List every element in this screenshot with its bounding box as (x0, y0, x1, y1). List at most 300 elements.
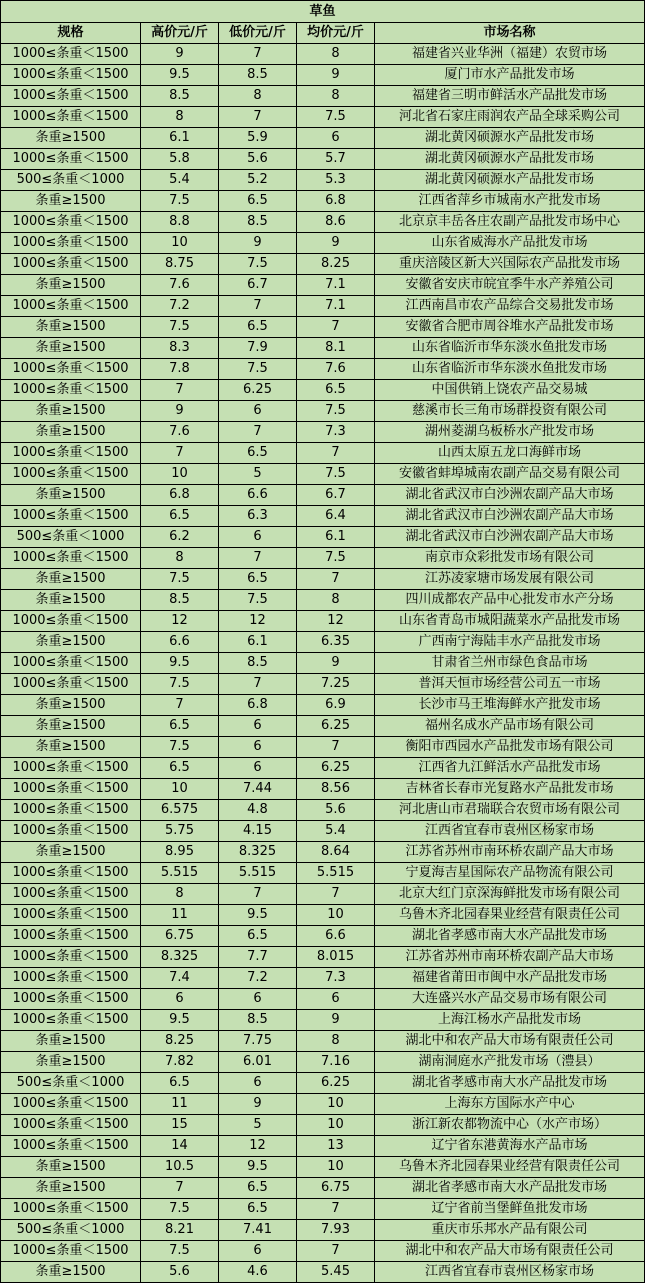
table-row (1, 1199, 645, 1220)
cell-high-price: 8 (141, 548, 219, 569)
cell-market: 湖南洞庭水产批发市场（澧县） (375, 1052, 645, 1073)
cell-spec: 1000≤条重＜1500 (1, 380, 141, 401)
table-row (1, 1241, 645, 1262)
cell-market: 浙江新农都物流中心（水产市场） (375, 1115, 645, 1136)
cell-low-price: 7.44 (219, 779, 297, 800)
cell-spec: 1000≤条重＜1500 (1, 611, 141, 632)
cell-market: 甘肃省兰州市绿色食品市场 (375, 653, 645, 674)
cell-spec: 1000≤条重＜1500 (1, 926, 141, 947)
cell-market: 湖北中和农产品大市场有限责任公司 (375, 1241, 645, 1262)
cell-avg-price: 7.25 (297, 674, 375, 695)
cell-high-price: 6.8 (141, 485, 219, 506)
cell-low-price: 8.5 (219, 1010, 297, 1031)
cell-avg-price: 5.7 (297, 149, 375, 170)
cell-market: 河北省石家庄雨润农产品全球采购公司 (375, 107, 645, 128)
cell-avg-price: 6.1 (297, 527, 375, 548)
cell-avg-price: 5.4 (297, 821, 375, 842)
cell-avg-price: 13 (297, 1136, 375, 1157)
cell-avg-price: 7 (297, 884, 375, 905)
cell-market: 江苏省苏州市南环桥农副产品大市场 (375, 842, 645, 863)
cell-avg-price: 7.5 (297, 401, 375, 422)
cell-market: 福建省兴业华洲（福建）农贸市场 (375, 44, 645, 65)
cell-market: 河北唐山市君瑞联合农贸市场有限公司 (375, 800, 645, 821)
table-row (1, 905, 645, 926)
cell-spec: 500≤条重＜1000 (1, 1073, 141, 1094)
cell-low-price: 6 (219, 737, 297, 758)
cell-market: 江西省宜春市袁州区杨家市场 (375, 1262, 645, 1283)
cell-low-price: 5 (219, 464, 297, 485)
cell-high-price: 8.325 (141, 947, 219, 968)
cell-low-price: 7.9 (219, 338, 297, 359)
table-row (1, 800, 645, 821)
cell-spec: 500≤条重＜1000 (1, 1220, 141, 1241)
table-row (1, 947, 645, 968)
cell-high-price: 6.1 (141, 128, 219, 149)
cell-low-price: 6 (219, 989, 297, 1010)
cell-high-price: 9.5 (141, 65, 219, 86)
cell-spec: 条重≥1500 (1, 737, 141, 758)
cell-spec: 1000≤条重＜1500 (1, 989, 141, 1010)
cell-market: 慈溪市长三角市场群投资有限公司 (375, 401, 645, 422)
cell-market: 辽宁省东港黄海水产品市场 (375, 1136, 645, 1157)
cell-avg-price: 6.25 (297, 1073, 375, 1094)
cell-market: 江苏凌家塘市场发展有限公司 (375, 569, 645, 590)
table-body (1, 44, 645, 1283)
cell-market: 山西太原五龙口海鲜市场 (375, 443, 645, 464)
table-row (1, 380, 645, 401)
table-row (1, 359, 645, 380)
cell-high-price: 9.5 (141, 1010, 219, 1031)
cell-high-price: 7 (141, 695, 219, 716)
cell-low-price: 6.25 (219, 380, 297, 401)
cell-avg-price: 7.3 (297, 422, 375, 443)
table-row (1, 653, 645, 674)
cell-spec: 1000≤条重＜1500 (1, 674, 141, 695)
cell-spec: 条重≥1500 (1, 716, 141, 737)
cell-spec: 1000≤条重＜1500 (1, 86, 141, 107)
cell-avg-price: 9 (297, 65, 375, 86)
cell-high-price: 10.5 (141, 1157, 219, 1178)
cell-high-price: 10 (141, 779, 219, 800)
cell-low-price: 5.6 (219, 149, 297, 170)
cell-high-price: 8.95 (141, 842, 219, 863)
table-row (1, 1010, 645, 1031)
cell-high-price: 7 (141, 443, 219, 464)
table-row (1, 611, 645, 632)
cell-market: 厦门市水产品批发市场 (375, 65, 645, 86)
cell-high-price: 8.5 (141, 590, 219, 611)
cell-avg-price: 6.6 (297, 926, 375, 947)
cell-high-price: 8 (141, 107, 219, 128)
cell-high-price: 7 (141, 380, 219, 401)
table-row (1, 254, 645, 275)
table-row (1, 506, 645, 527)
cell-market: 江西省九江鲜活水产品批发市场 (375, 758, 645, 779)
cell-high-price: 7.8 (141, 359, 219, 380)
cell-spec: 1000≤条重＜1500 (1, 464, 141, 485)
cell-high-price: 12 (141, 611, 219, 632)
cell-spec: 1000≤条重＜1500 (1, 506, 141, 527)
cell-high-price: 8 (141, 884, 219, 905)
cell-spec: 条重≥1500 (1, 590, 141, 611)
cell-avg-price: 6.9 (297, 695, 375, 716)
cell-low-price: 9.5 (219, 905, 297, 926)
cell-high-price: 8.3 (141, 338, 219, 359)
cell-high-price: 7.6 (141, 275, 219, 296)
table-row (1, 443, 645, 464)
table-row (1, 107, 645, 128)
cell-market: 江苏省苏州市南环桥农副产品大市场 (375, 947, 645, 968)
header-market: 市场名称 (375, 23, 645, 44)
cell-high-price: 6.6 (141, 632, 219, 653)
cell-avg-price: 8 (297, 1031, 375, 1052)
cell-low-price: 5.515 (219, 863, 297, 884)
cell-avg-price: 9 (297, 653, 375, 674)
cell-market: 北京大红门京深海鲜批发市场有限公司 (375, 884, 645, 905)
table-row (1, 674, 645, 695)
cell-avg-price: 8 (297, 86, 375, 107)
cell-spec: 条重≥1500 (1, 1031, 141, 1052)
cell-avg-price: 7.5 (297, 464, 375, 485)
cell-avg-price: 7 (297, 317, 375, 338)
cell-market: 普洱天恒市场经营公司五一市场 (375, 674, 645, 695)
table-row (1, 695, 645, 716)
cell-avg-price: 8.25 (297, 254, 375, 275)
table-row (1, 86, 645, 107)
table-row (1, 485, 645, 506)
cell-high-price: 6.5 (141, 506, 219, 527)
cell-high-price: 5.6 (141, 1262, 219, 1283)
cell-avg-price: 5.45 (297, 1262, 375, 1283)
table-row (1, 842, 645, 863)
cell-high-price: 14 (141, 1136, 219, 1157)
cell-high-price: 7.5 (141, 674, 219, 695)
cell-market: 山东省临沂市华东淡水鱼批发市场 (375, 338, 645, 359)
table-row (1, 401, 645, 422)
cell-avg-price: 6.25 (297, 758, 375, 779)
cell-spec: 1000≤条重＜1500 (1, 65, 141, 86)
cell-spec: 1000≤条重＜1500 (1, 212, 141, 233)
cell-avg-price: 10 (297, 1094, 375, 1115)
cell-market: 江西南昌市农产品综合交易批发市场 (375, 296, 645, 317)
cell-low-price: 12 (219, 1136, 297, 1157)
cell-low-price: 4.8 (219, 800, 297, 821)
cell-low-price: 7.5 (219, 590, 297, 611)
cell-high-price: 7.5 (141, 1199, 219, 1220)
cell-high-price: 10 (141, 464, 219, 485)
cell-market: 衡阳市西园水产品批发市场有限公司 (375, 737, 645, 758)
cell-high-price: 7.5 (141, 317, 219, 338)
cell-low-price: 6.7 (219, 275, 297, 296)
cell-low-price: 7 (219, 884, 297, 905)
cell-low-price: 7 (219, 44, 297, 65)
cell-high-price: 11 (141, 1094, 219, 1115)
cell-avg-price: 7.16 (297, 1052, 375, 1073)
cell-market: 长沙市马王堆海鲜水产批发市场 (375, 695, 645, 716)
cell-spec: 1000≤条重＜1500 (1, 779, 141, 800)
cell-low-price: 8.5 (219, 212, 297, 233)
cell-high-price: 8.75 (141, 254, 219, 275)
cell-high-price: 8.8 (141, 212, 219, 233)
table-row (1, 128, 645, 149)
cell-low-price: 6.3 (219, 506, 297, 527)
cell-market: 吉林省长春市光复路水产品批发市场 (375, 779, 645, 800)
cell-low-price: 6.6 (219, 485, 297, 506)
cell-market: 湖北省武汉市白沙洲农副产品大市场 (375, 485, 645, 506)
table-row (1, 338, 645, 359)
cell-low-price: 6.1 (219, 632, 297, 653)
header-avg-price: 均价元/斤 (297, 23, 375, 44)
cell-spec: 1000≤条重＜1500 (1, 1115, 141, 1136)
cell-low-price: 7 (219, 674, 297, 695)
cell-high-price: 5.4 (141, 170, 219, 191)
cell-high-price: 7.6 (141, 422, 219, 443)
cell-spec: 1000≤条重＜1500 (1, 1136, 141, 1157)
cell-avg-price: 7 (297, 443, 375, 464)
cell-low-price: 6.8 (219, 695, 297, 716)
cell-high-price: 6.5 (141, 758, 219, 779)
table-row (1, 1094, 645, 1115)
table-row (1, 758, 645, 779)
cell-high-price: 7.2 (141, 296, 219, 317)
cell-market: 湖北黄冈硕源水产品批发市场 (375, 149, 645, 170)
cell-low-price: 7 (219, 107, 297, 128)
cell-spec: 500≤条重＜1000 (1, 527, 141, 548)
cell-spec: 条重≥1500 (1, 842, 141, 863)
cell-low-price: 7.41 (219, 1220, 297, 1241)
cell-avg-price: 5.6 (297, 800, 375, 821)
cell-low-price: 5.9 (219, 128, 297, 149)
cell-low-price: 6.5 (219, 191, 297, 212)
cell-low-price: 6.5 (219, 1178, 297, 1199)
table-row (1, 464, 645, 485)
cell-low-price: 4.15 (219, 821, 297, 842)
cell-market: 重庆市乐邦水产品有限公司 (375, 1220, 645, 1241)
cell-avg-price: 7 (297, 737, 375, 758)
cell-avg-price: 7.5 (297, 107, 375, 128)
table-row (1, 1073, 645, 1094)
table-row (1, 1157, 645, 1178)
table-row (1, 1136, 645, 1157)
cell-market: 江西省宜春市袁州区杨家市场 (375, 821, 645, 842)
table-row (1, 569, 645, 590)
cell-market: 湖北黄冈硕源水产品批发市场 (375, 128, 645, 149)
cell-spec: 条重≥1500 (1, 569, 141, 590)
cell-avg-price: 7 (297, 1199, 375, 1220)
cell-spec: 条重≥1500 (1, 485, 141, 506)
cell-avg-price: 6 (297, 128, 375, 149)
cell-market: 福建省三明市鲜活水产品批发市场 (375, 86, 645, 107)
table-row (1, 632, 645, 653)
cell-market: 上海江杨水产品批发市场 (375, 1010, 645, 1031)
table-row (1, 422, 645, 443)
cell-high-price: 7.5 (141, 1241, 219, 1262)
cell-avg-price: 10 (297, 1115, 375, 1136)
cell-avg-price: 7.1 (297, 275, 375, 296)
cell-avg-price: 6.35 (297, 632, 375, 653)
cell-avg-price: 9 (297, 233, 375, 254)
cell-low-price: 6 (219, 401, 297, 422)
table-row (1, 1115, 645, 1136)
table-row (1, 1262, 645, 1283)
cell-spec: 1000≤条重＜1500 (1, 758, 141, 779)
cell-market: 辽宁省前当堡鲜鱼批发市场 (375, 1199, 645, 1220)
cell-market: 安徽省安庆市皖宜季牛水产养殖公司 (375, 275, 645, 296)
table-row (1, 737, 645, 758)
cell-spec: 条重≥1500 (1, 317, 141, 338)
cell-low-price: 6.5 (219, 317, 297, 338)
cell-avg-price: 7.6 (297, 359, 375, 380)
cell-spec: 1000≤条重＜1500 (1, 947, 141, 968)
cell-spec: 1000≤条重＜1500 (1, 548, 141, 569)
cell-spec: 1000≤条重＜1500 (1, 653, 141, 674)
table-row (1, 233, 645, 254)
cell-high-price: 6 (141, 989, 219, 1010)
cell-avg-price: 7.1 (297, 296, 375, 317)
cell-spec: 条重≥1500 (1, 1157, 141, 1178)
cell-market: 乌鲁木齐北园春果业经营有限责任公司 (375, 1157, 645, 1178)
cell-low-price: 9 (219, 233, 297, 254)
cell-spec: 1000≤条重＜1500 (1, 254, 141, 275)
cell-avg-price: 5.515 (297, 863, 375, 884)
cell-spec: 1000≤条重＜1500 (1, 800, 141, 821)
table-row (1, 926, 645, 947)
cell-avg-price: 7 (297, 569, 375, 590)
cell-high-price: 11 (141, 905, 219, 926)
cell-avg-price: 8 (297, 44, 375, 65)
cell-high-price: 6.5 (141, 1073, 219, 1094)
table-row (1, 548, 645, 569)
cell-spec: 1000≤条重＜1500 (1, 359, 141, 380)
cell-spec: 1000≤条重＜1500 (1, 968, 141, 989)
cell-spec: 条重≥1500 (1, 1052, 141, 1073)
cell-high-price: 6.575 (141, 800, 219, 821)
cell-spec: 1000≤条重＜1500 (1, 1094, 141, 1115)
cell-avg-price: 9 (297, 1010, 375, 1031)
cell-avg-price: 6.4 (297, 506, 375, 527)
cell-avg-price: 5.3 (297, 170, 375, 191)
table-row (1, 170, 645, 191)
cell-market: 北京京丰岳各庄农副产品批发市场中心 (375, 212, 645, 233)
cell-low-price: 6 (219, 758, 297, 779)
cell-low-price: 5 (219, 1115, 297, 1136)
cell-market: 江西省萍乡市城南水产批发市场 (375, 191, 645, 212)
cell-low-price: 6 (219, 527, 297, 548)
header-spec: 规格 (1, 23, 141, 44)
cell-avg-price: 8.56 (297, 779, 375, 800)
table-row (1, 275, 645, 296)
cell-spec: 条重≥1500 (1, 338, 141, 359)
cell-avg-price: 8.1 (297, 338, 375, 359)
table-title: 草鱼 (1, 1, 645, 23)
cell-market: 安徽省蚌埠城南农副产品交易有限公司 (375, 464, 645, 485)
cell-avg-price: 6.25 (297, 716, 375, 737)
cell-low-price: 7 (219, 296, 297, 317)
table-header-row (1, 23, 645, 44)
table-row (1, 296, 645, 317)
cell-market: 四川成都农产品中心批发市水产分场 (375, 590, 645, 611)
cell-market: 重庆涪陵区新大兴国际农产品批发市场 (375, 254, 645, 275)
cell-avg-price: 7.3 (297, 968, 375, 989)
cell-market: 宁夏海吉星国际农产品物流有限公司 (375, 863, 645, 884)
cell-high-price: 7 (141, 1178, 219, 1199)
cell-low-price: 6.5 (219, 926, 297, 947)
cell-low-price: 6.01 (219, 1052, 297, 1073)
cell-high-price: 5.75 (141, 821, 219, 842)
cell-spec: 1000≤条重＜1500 (1, 443, 141, 464)
cell-market: 湖北省孝感市南大水产品批发市场 (375, 926, 645, 947)
cell-avg-price: 7 (297, 1241, 375, 1262)
table-row (1, 863, 645, 884)
table-row (1, 1031, 645, 1052)
cell-spec: 条重≥1500 (1, 191, 141, 212)
cell-avg-price: 8.015 (297, 947, 375, 968)
cell-spec: 1000≤条重＜1500 (1, 821, 141, 842)
cell-low-price: 7 (219, 422, 297, 443)
cell-spec: 条重≥1500 (1, 128, 141, 149)
cell-avg-price: 8.64 (297, 842, 375, 863)
cell-market: 福州名成水产品市场有限公司 (375, 716, 645, 737)
cell-avg-price: 8.6 (297, 212, 375, 233)
cell-high-price: 8.5 (141, 86, 219, 107)
table-row (1, 1220, 645, 1241)
cell-high-price: 7.5 (141, 737, 219, 758)
cell-spec: 1000≤条重＜1500 (1, 149, 141, 170)
cell-spec: 条重≥1500 (1, 632, 141, 653)
cell-low-price: 7.5 (219, 254, 297, 275)
cell-spec: 条重≥1500 (1, 422, 141, 443)
cell-avg-price: 6.75 (297, 1178, 375, 1199)
cell-low-price: 4.6 (219, 1262, 297, 1283)
cell-avg-price: 7.5 (297, 548, 375, 569)
cell-high-price: 7.5 (141, 191, 219, 212)
table-row (1, 989, 645, 1010)
cell-avg-price: 6.5 (297, 380, 375, 401)
cell-high-price: 9 (141, 44, 219, 65)
cell-spec: 1000≤条重＜1500 (1, 1199, 141, 1220)
cell-market: 湖北黄冈硕源水产品批发市场 (375, 170, 645, 191)
cell-spec: 条重≥1500 (1, 275, 141, 296)
cell-low-price: 6.5 (219, 569, 297, 590)
table-row (1, 1178, 645, 1199)
table-row (1, 779, 645, 800)
cell-spec: 条重≥1500 (1, 401, 141, 422)
cell-high-price: 9 (141, 401, 219, 422)
cell-high-price: 6.5 (141, 716, 219, 737)
cell-market: 山东省临沂市华东淡水鱼批发市场 (375, 359, 645, 380)
table-row (1, 716, 645, 737)
cell-high-price: 15 (141, 1115, 219, 1136)
cell-spec: 条重≥1500 (1, 1178, 141, 1199)
cell-avg-price: 6.8 (297, 191, 375, 212)
table-row (1, 527, 645, 548)
table-row (1, 884, 645, 905)
header-high-price: 高价元/斤 (141, 23, 219, 44)
cell-spec: 1000≤条重＜1500 (1, 863, 141, 884)
cell-spec: 1000≤条重＜1500 (1, 1241, 141, 1262)
cell-high-price: 8.25 (141, 1031, 219, 1052)
cell-market: 大连盛兴水产品交易市场有限公司 (375, 989, 645, 1010)
cell-market: 乌鲁木齐北园春果业经营有限责任公司 (375, 905, 645, 926)
cell-market: 山东省青岛市城阳蔬菜水产品批发市场 (375, 611, 645, 632)
cell-low-price: 7.75 (219, 1031, 297, 1052)
cell-low-price: 7.2 (219, 968, 297, 989)
cell-spec: 1000≤条重＜1500 (1, 1010, 141, 1031)
cell-high-price: 6.2 (141, 527, 219, 548)
cell-low-price: 7.5 (219, 359, 297, 380)
cell-avg-price: 8 (297, 590, 375, 611)
cell-low-price: 6 (219, 1073, 297, 1094)
